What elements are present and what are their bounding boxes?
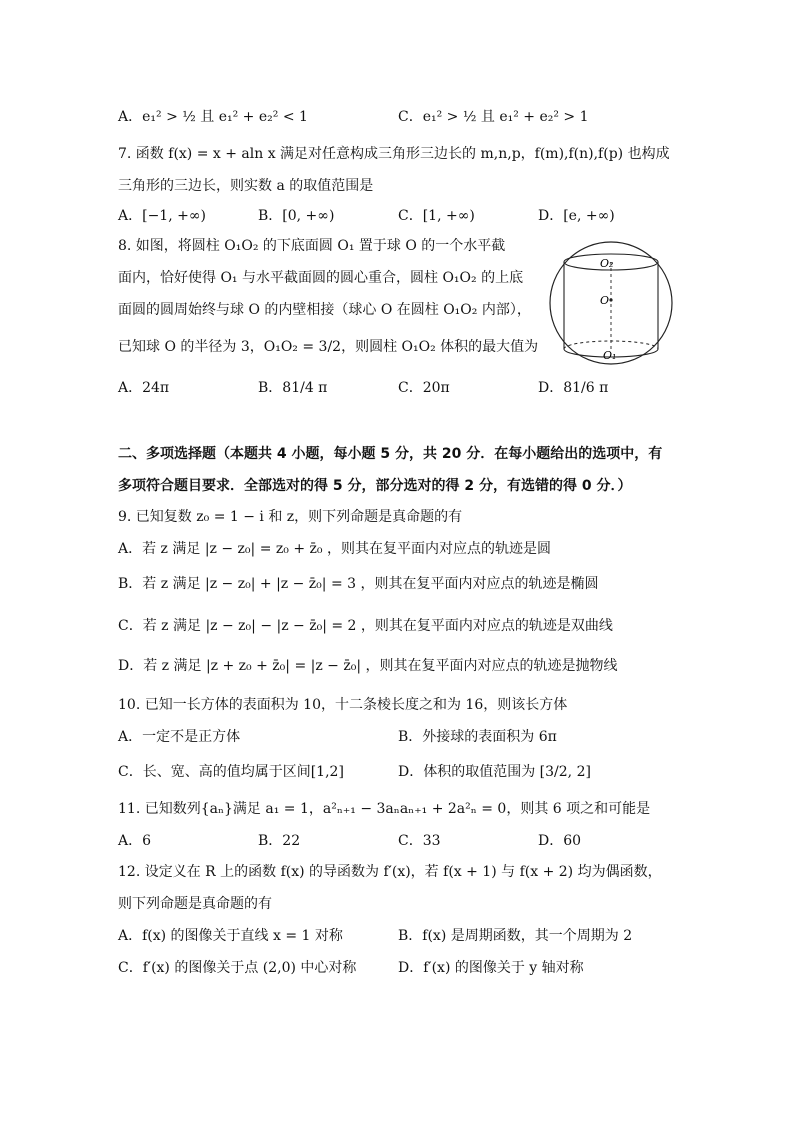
label-o1: O₁ bbox=[603, 349, 617, 362]
q9-option-d: D．若 z 满足 |z + z₀ + z̄₀| = |z − z̄₀| ，则其在复平面内对应点的轨迹是抛物线 bbox=[118, 658, 618, 674]
q11-option-c: C．33 bbox=[398, 833, 441, 849]
q12-option-a: A．f(x) 的图像关于直线 x = 1 对称 bbox=[118, 928, 343, 944]
q8-option-c: C．20π bbox=[398, 380, 450, 396]
q8-stem-line3: 面圆的圆周始终与球 O 的内壁相接（球心 O 在圆柱 O₁O₂ 内部）， bbox=[118, 302, 531, 318]
label-o: O bbox=[600, 294, 610, 307]
q7-option-b: B．[0, +∞) bbox=[258, 208, 335, 224]
q8-stem-line4: 已知球 O 的半径为 3，O₁O₂ = 3/2，则圆柱 O₁O₂ 体积的最大值为 bbox=[118, 339, 539, 355]
q7-option-a: A．[−1, +∞) bbox=[118, 208, 206, 224]
sphere-cylinder-figure bbox=[548, 236, 674, 370]
q11-stem: 11. 已知数列{aₙ}满足 a₁ = 1，a²ₙ₊₁ − 3aₙaₙ₊₁ + 2a²ₙ = 0，则其 6 项之和可能是 bbox=[118, 801, 651, 817]
q10-option-a: A．一定不是正方体 bbox=[118, 729, 241, 745]
q8-option-d: D．81/6 π bbox=[538, 380, 609, 396]
q10-option-b: B．外接球的表面积为 6π bbox=[398, 729, 557, 745]
q8-option-b: B．81/4 π bbox=[258, 380, 328, 396]
q10-option-d: D．体积的取值范围为 [3/2, 2] bbox=[398, 764, 591, 780]
q11-option-a: A．6 bbox=[118, 833, 152, 849]
q6-option-a: A．e₁² > ½ 且 e₁² + e₂² < 1 bbox=[118, 109, 308, 125]
q7-stem-line2: 三角形的三边长，则实数 a 的取值范围是 bbox=[118, 178, 374, 194]
q11-option-d: D．60 bbox=[538, 833, 582, 849]
q8-stem-line2: 面内，恰好使得 O₁ 与水平截面圆的圆心重合，圆柱 O₁O₂ 的上底 bbox=[118, 270, 524, 286]
section2-heading-line2: 多项符合题目要求．全部选对的得 5 分，部分选对的得 2 分，有选错的得 0 分．） bbox=[118, 478, 632, 494]
q12-stem-line1: 12. 设定义在 R 上的函数 f(x) 的导函数为 f′(x)，若 f(x + 1) 与 f(x + 2) 均为偶函数， bbox=[118, 864, 662, 880]
q9-option-c: C．若 z 满足 |z − z₀| − |z − z̄₀| = 2 ，则其在复平面内对应点的轨迹是双曲线 bbox=[118, 618, 613, 634]
q9-stem: 9. 已知复数 z₀ = 1 − i 和 z，则下列命题是真命题的有 bbox=[118, 509, 463, 525]
q10-stem: 10. 已知一长方体的表面积为 10，十二条棱长度之和为 16，则该长方体 bbox=[118, 697, 568, 713]
q9-option-b: B．若 z 满足 |z − z₀| + |z − z̄₀| = 3 ，则其在复平面内对应点的轨迹是椭圆 bbox=[118, 576, 599, 592]
q8-option-a: A．24π bbox=[118, 380, 170, 396]
q8-stem-line1: 8. 如图，将圆柱 O₁O₂ 的下底面圆 O₁ 置于球 O 的一个水平截 bbox=[118, 238, 506, 254]
label-o2: O₂ bbox=[600, 257, 614, 270]
q11-option-b: B．22 bbox=[258, 833, 301, 849]
q6-option-c: C．e₁² > ½ 且 e₁² + e₂² > 1 bbox=[398, 109, 589, 125]
q7-option-c: C．[1, +∞) bbox=[398, 208, 475, 224]
q7-option-d: D．[e, +∞) bbox=[538, 208, 615, 224]
q12-option-d: D．f′(x) 的图像关于 y 轴对称 bbox=[398, 960, 584, 976]
q10-option-c: C．长、宽、高的值均属于区间[1,2] bbox=[118, 764, 344, 780]
q7-stem-line1: 7. 函数 f(x) = x + aln x 满足对任意构成三角形三边长的 m,n,p，f(m),f(n),f(p) 也构成 bbox=[118, 146, 670, 162]
sphere-center-dot bbox=[609, 298, 612, 301]
q12-stem-line2: 则下列命题是真命题的有 bbox=[118, 896, 272, 912]
section2-heading-line1: 二、多项选择题（本题共 4 小题，每小题 5 分，共 20 分．在每小题给出的选项中，有 bbox=[118, 446, 663, 462]
q12-option-b: B．f(x) 是周期函数，其一个周期为 2 bbox=[398, 928, 633, 944]
q12-option-c: C．f′(x) 的图像关于点 (2,0) 中心对称 bbox=[118, 960, 357, 976]
q9-option-a: A．若 z 满足 |z − z₀| = z₀ + z̄₀ ，则其在复平面内对应点的轨迹是圆 bbox=[118, 541, 551, 557]
